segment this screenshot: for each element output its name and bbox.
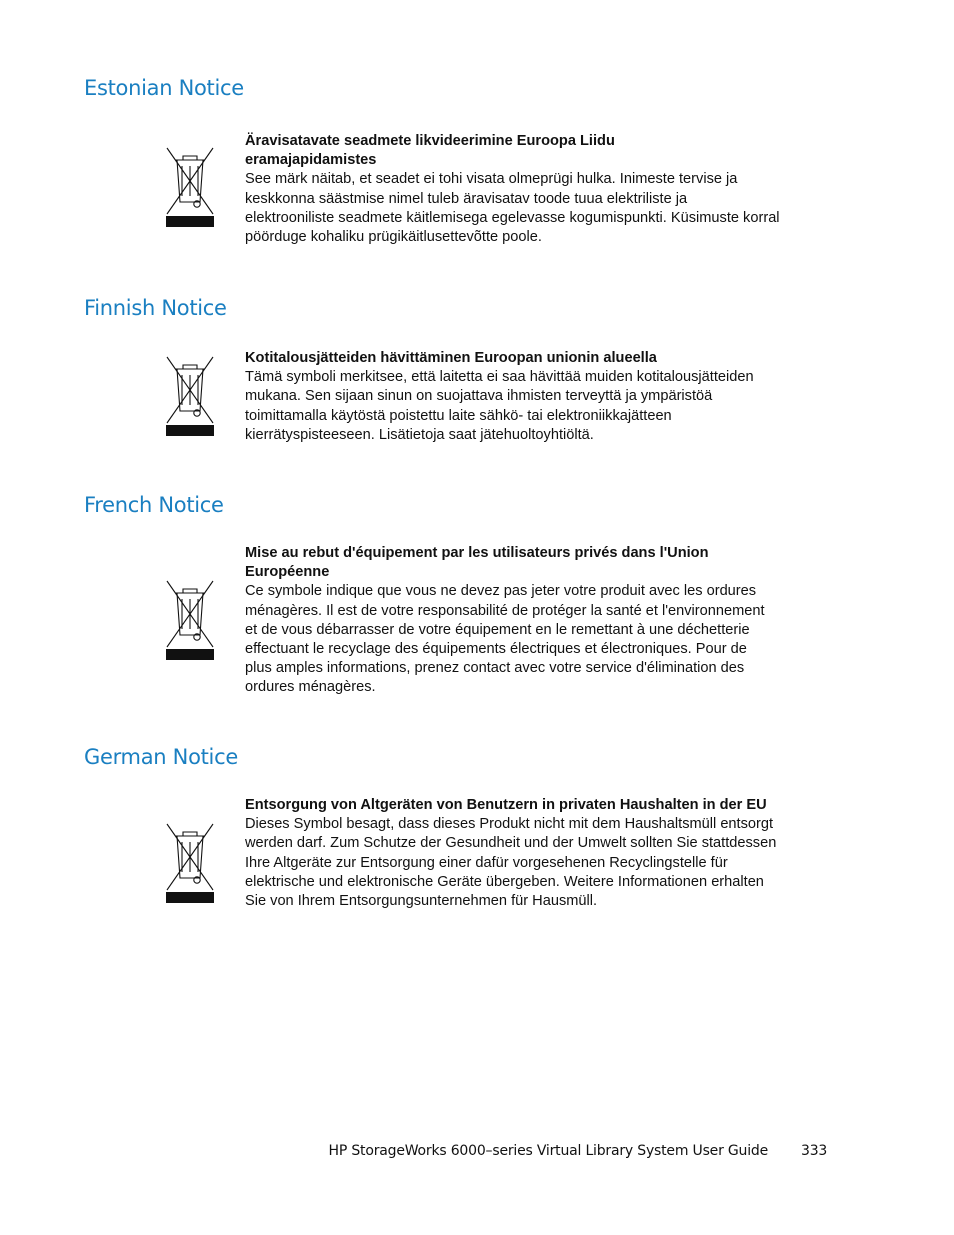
section-heading: Finnish Notice — [84, 296, 227, 320]
notice-body: See märk näitab, et seadet ei tohi visata olmeprügi hulka. Inimeste tervise ja keskkonna säästmise nimel tuleb äravisatav toode tuua elektriliste ja elektrooniliste seadmete käitlemisega egelevasse kogumispunkti. Küsimuste korral pöörduge kohaliku prügikäitlusettevõtte poole. — [245, 171, 780, 246]
notice-body: Tämä symboli merkitsee, että laitetta ei saa hävittää muiden kotitalousjätteiden mukana. Sen sijaan sinun on suojattava ihmisten terveyttä ja ympäristöä toimittamalla käytöstä poistettu laite sähkö- tai elektroniikkajätteen kierrätyspisteeseen. Lisätietoja saat jätehuoltoyhtiöltä. — [245, 369, 754, 443]
notice-title: Äravisatavate seadmete likvideerimine Euroopa Liidu eramajapidamistes — [245, 133, 615, 169]
notice-text — [245, 132, 780, 247]
notice-text — [245, 796, 780, 911]
crossed-out-wheelie-bin-icon — [165, 355, 215, 437]
notice-title: Mise au rebut d'équipement par les utilisateurs privés dans l'Union Européenne — [245, 545, 709, 581]
notice-title: Kotitalousjätteiden hävittäminen Euroopan unionin alueella — [245, 350, 657, 366]
notice-text — [245, 349, 775, 445]
section-heading: German Notice — [84, 745, 238, 769]
section-heading: French Notice — [84, 493, 224, 517]
crossed-out-wheelie-bin-icon — [165, 822, 215, 904]
notice-text — [245, 544, 770, 698]
footer-document-title: HP StorageWorks 6000–series Virtual Library System User Guide — [328, 1143, 768, 1159]
notice-body: Ce symbole indique que vous ne devez pas jeter votre produit avec les ordures ménagères. Il est de votre responsabilité de protéger la santé et l'environnement et de vous débarrasser de votre équipement en le remettant à une déchetterie effectuant le recyclage des équipements électriques et électroniques. Pour de plus amples informations, prenez contact avec votre service d'élimination des ordures ménagères. — [245, 583, 765, 696]
notice-body: Dieses Symbol besagt, dass dieses Produkt nicht mit dem Haushaltsmüll entsorgt werden darf. Zum Schutze der Gesundheit und der Umwelt sollten Sie stattdessen Ihre Altgeräte zur Entsorgung einer dafür vorgesehenen Recyclingstelle für elektrische und elektronische Geräte übergeben. Weitere Informationen erhalten Sie von Ihrem Entsorgungsunternehmen für Hausmüll. — [245, 816, 777, 910]
page-number: 333 — [801, 1143, 828, 1159]
section-heading: Estonian Notice — [84, 76, 244, 100]
crossed-out-wheelie-bin-icon — [165, 579, 215, 661]
crossed-out-wheelie-bin-icon — [165, 146, 215, 228]
notice-title: Entsorgung von Altgeräten von Benutzern in privaten Haushalten in der EU — [245, 797, 767, 813]
